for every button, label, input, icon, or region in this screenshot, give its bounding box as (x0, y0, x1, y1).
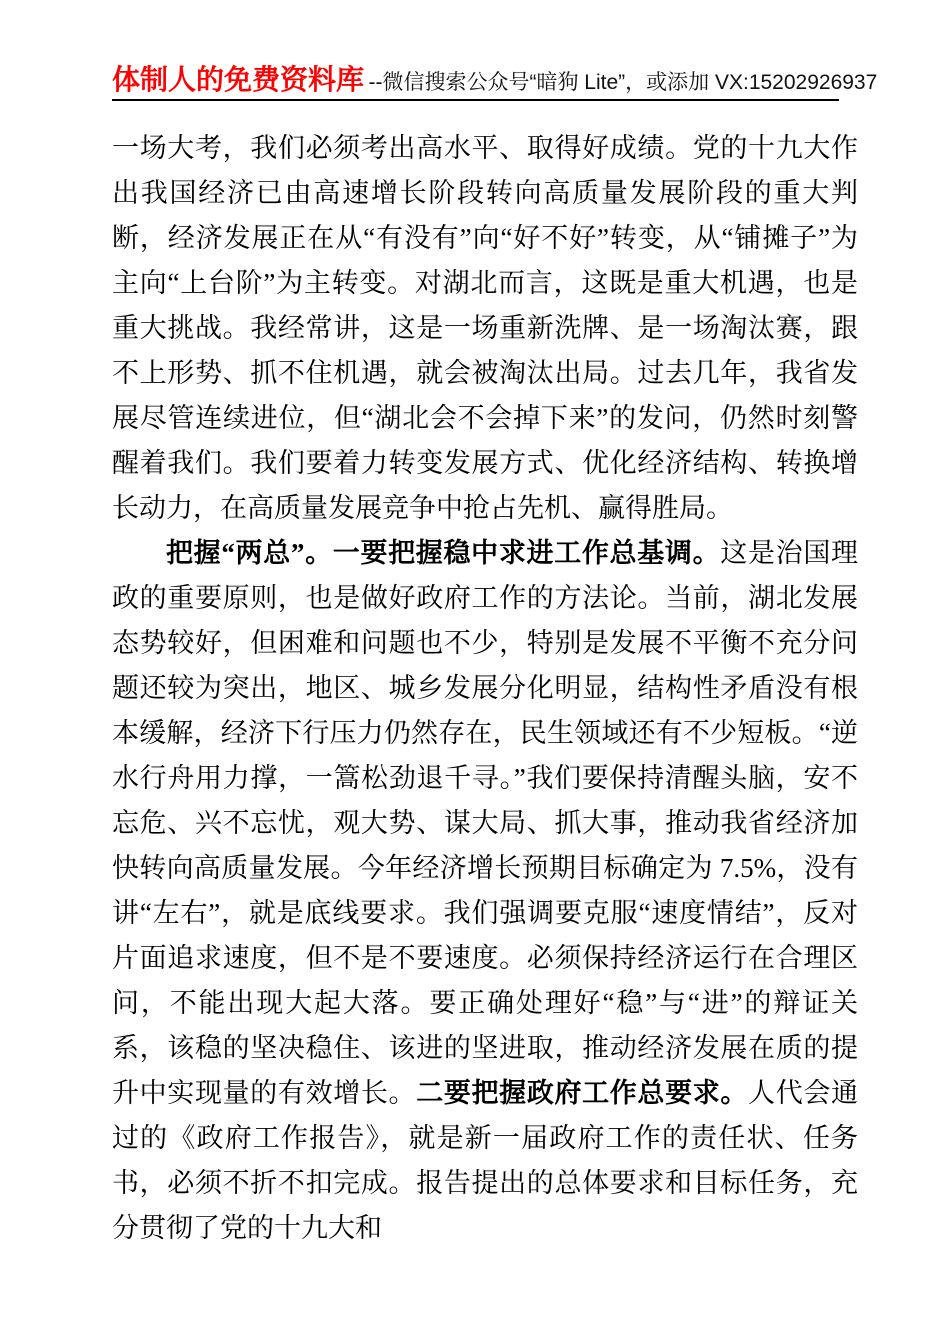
paragraph-1-text: 一场大考，我们必须考出高水平、取得好成绩。党的十九大作出我国经济已由高速增长阶段转向高质量发展阶段的重大判断，经济发展正在从“有没有”向“好不好”转变，从“铺摊子”为主向“上台阶”为主转变。对湖北而言，这既是重大机遇，也是重大挑战。我经常讲，这是一场重新洗牌、是一场淘汰赛，跟不上形势、抓不住机遇，就会被淘汰出局。过去几年，我省发展尽管连续进位，但“湖北会不会掉下来”的发问，仍然时刻警醒着我们。我们要着力转变发展方式、优化经济结构、转换增长动力，在高质量发展竞争中抢占先机、赢得胜局。 (112, 133, 858, 523)
document-body (112, 126, 858, 1251)
header-divider (112, 99, 839, 101)
paragraph-2 (112, 531, 858, 1251)
paragraph-1 (112, 126, 858, 531)
header-subtitle: --微信搜索公众号“暗狗 Lite”，或添加 VX:15202926937 (368, 71, 878, 94)
page-header (112, 58, 878, 98)
paragraph-2-run-in-heading-2: 二要把握政府工作总要求。 (416, 1078, 749, 1108)
paragraph-2-run-in-heading-1: 把握“两总”。一要把握稳中求进工作总基调。 (166, 538, 721, 568)
paragraph-2-text-2: 人代会通过的《政府工作报告》，就是新一届政府工作的责任状、任务书，必须不折不扣完成。报告提出的总体要求和目标任务，充分贯彻了党的十九大和 (112, 1078, 859, 1243)
paragraph-2-text-1: 这是治国理政的重要原则，也是做好政府工作的方法论。当前，湖北发展态势较好，但困难和问题也不少，特别是发展不平衡不充分问题还较为突出，地区、城乡发展分化明显，结构性矛盾没有根本缓解，经济下行压力仍然存在，民生领域还有不少短板。“逆水行舟用力撑，一篙松劲退千寻。”我们要保持清醒头脑，安不忘危、兴不忘忧，观大势、谋大局、抓大事，推动我省经济加快转向高质量发展。今年经济增长预期目标确定为 7.5%，没有讲“左右”，就是底线要求。我们强调要克服“速度情结”，反对片面追求速度，但不是不要速度。必须保持经济运行在合理区问，不能出现大起大落。要正确处理好“稳”与“进”的辩证关系，该稳的坚决稳住、该进的坚进取，推动经济发展在质的提升中实现量的有效增长。 (112, 538, 859, 1108)
brand-title: 体制人的免费资料库 (112, 64, 365, 95)
